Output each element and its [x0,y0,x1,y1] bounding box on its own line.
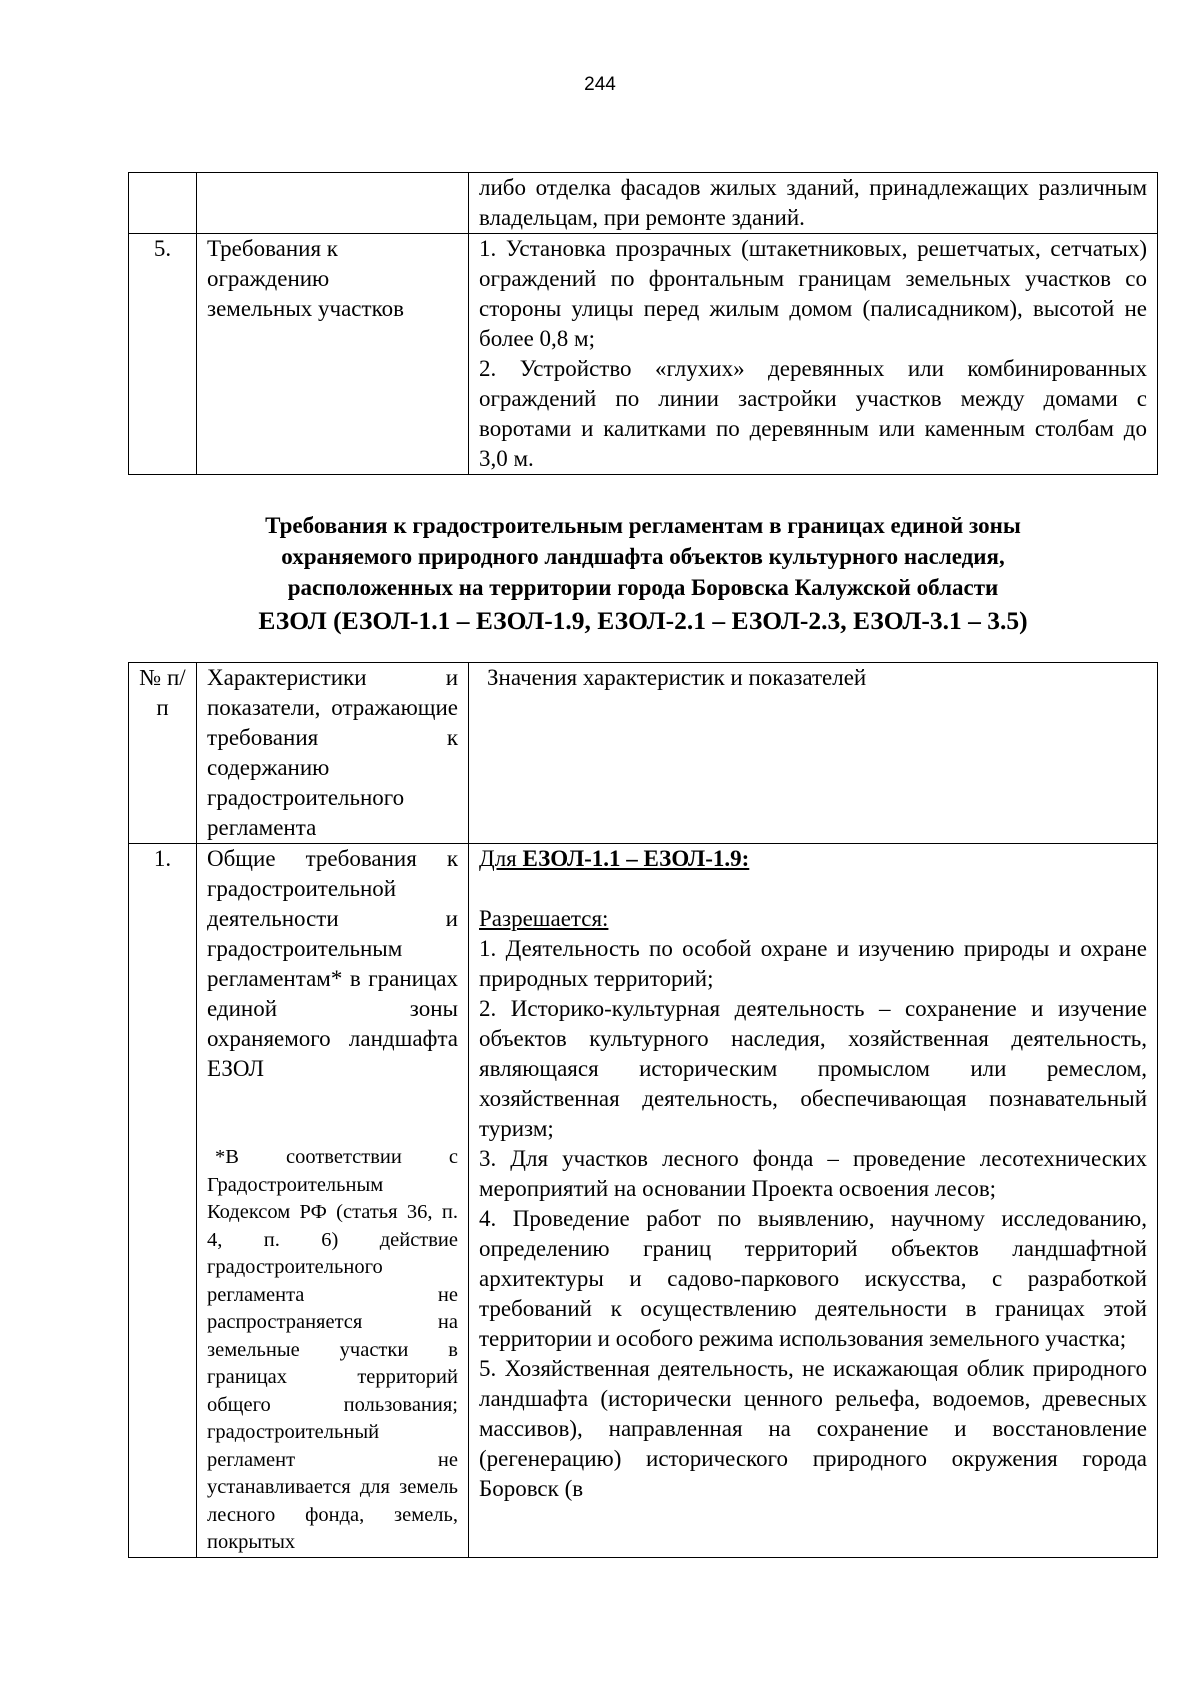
table-row [129,173,1158,234]
value-item: 5. Хозяйственная деятельность, не искажающая облик природного ландшафта (исторически ценного рельефа, водоемов, древесных массивов), направленная на сохранение и восстановление (регенерацию) исторического природного окружения города Боровск (в [479,1356,1147,1501]
header-values: Значения характеристик и показателей [469,663,1158,844]
section-title: Для ЕЗОЛ-1.1 – ЕЗОЛ-1.9: [479,846,750,871]
row-name-cell [197,844,469,1558]
value-item: 3. Для участков лесного фонда – проведение лесотехнических мероприятий на основании Проекта освоения лесов; [479,1146,1147,1201]
value-item: 4. Проведение работ по выявлению, научному исследованию, определению границ территорий объектов ландшафтной архитектуры и садово-паркового искусства, с разработкой требований к осуществлению деятельности в границах этой территории и особого режима использования земельного участка; [479,1206,1147,1351]
value-item: 1. Деятельность по особой охране и изучению природы и охране природных территорий; [479,936,1147,991]
footnote: *В соответствии с Градостроительным Кодексом РФ (статья 36, п. 4, п. 6) действие градостроительного регламента не распространяется на земельные участки в границах территорий общего пользования; градостроительный регламент не устанавливается для земель лесного фонда, земель, покрытых [207,1146,458,1553]
heading-line: ЕЗОЛ (ЕЗОЛ-1.1 – ЕЗОЛ-1.9, ЕЗОЛ-2.1 – ЕЗОЛ-2.3, ЕЗОЛ-3.1 – 3.5) [258,606,1028,635]
section-heading [128,510,1158,639]
ezol-requirements-table [128,662,1158,1558]
table-row [129,234,1158,475]
page-number: 244 [584,74,616,95]
allowed-label: Разрешается: [479,906,609,931]
row-value: либо отделка фасадов жилых зданий, принадлежащих различным владельцам, при ремонте зданий. [469,173,1158,234]
table-row [129,844,1158,1558]
row-number: 1. [129,844,197,1558]
row-value [469,844,1158,1558]
heading-line: расположенных на территории города Боровска Калужской области [287,575,999,600]
heading-line: Требования к градостроительным регламентам в границах единой зоны [265,513,1021,538]
table-header-row [129,663,1158,844]
row-name [197,173,469,234]
row-value [469,234,1158,475]
section-title-bold: ЕЗОЛ-1.1 – ЕЗОЛ-1.9: [522,846,750,871]
requirements-table-continued [128,172,1158,475]
header-characteristics: Характеристики и показатели, отражающие требования к содержанию градостроительного регламента [197,663,469,844]
value-item: 2. Историко-культурная деятельность – сохранение и изучение объектов культурного наследия, хозяйственная деятельность, являющаяся историческим промыслом или ремеслом, хозяйственная деятельность, обеспечивающая познавательный туризм; [479,996,1147,1141]
row-name: Общие требования к градостроительной деятельности и градостроительным регламентам* в границах единой зоны охраняемого ландшафта ЕЗОЛ [207,846,458,1081]
row-number [129,173,197,234]
heading-line: охраняемого природного ландшафта объектов культурного наследия, [281,544,1005,569]
row-name: Требования к ограждению земельных участков [197,234,469,475]
value-item: 2. Устройство «глухих» деревянных или комбинированных ограждений по линии застройки участков между домами с воротами и калитками по деревянным или каменным столбам до 3,0 м. [479,356,1147,471]
header-number: № п/п [129,663,197,844]
value-item: 1. Установка прозрачных (штакетниковых, решетчатых, сетчатых) ограждений по фронтальным границам земельных участков со стороны улицы перед жилым домом (палисадником), высотой не более 0,8 м; [479,236,1147,351]
row-number: 5. [129,234,197,475]
